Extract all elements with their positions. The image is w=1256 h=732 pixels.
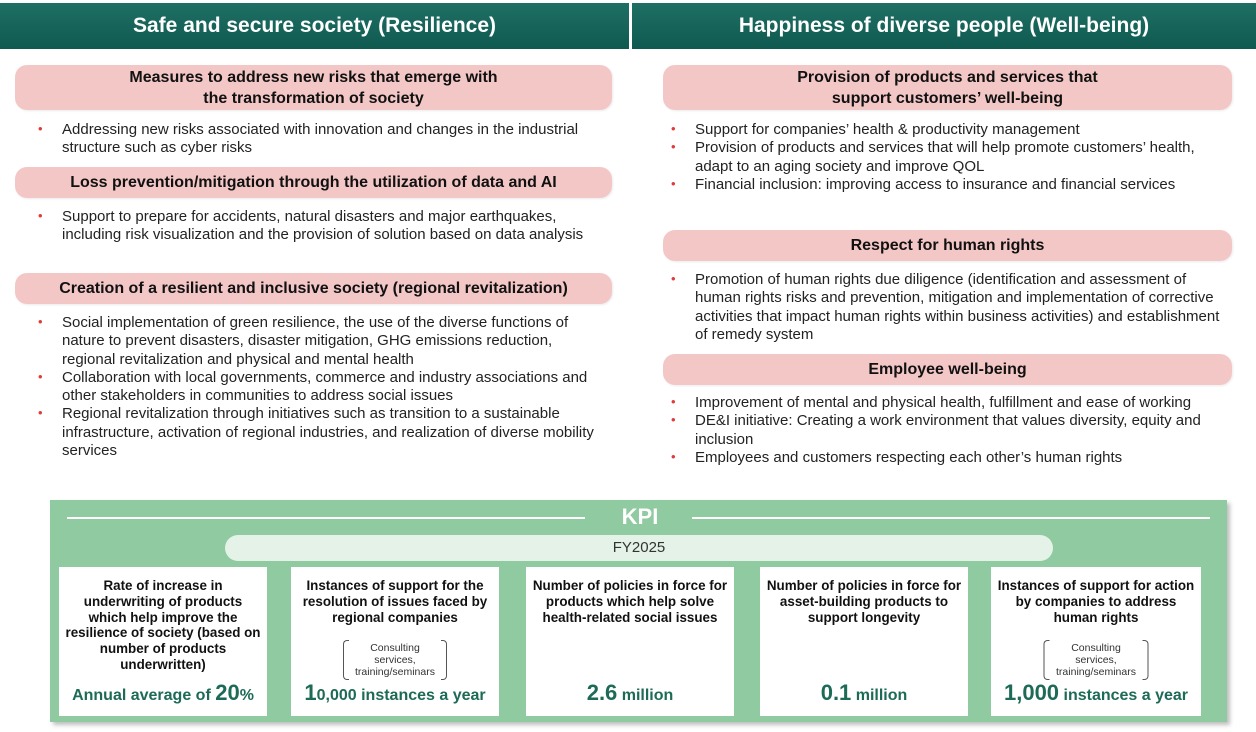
kpi-value [760,680,968,706]
list-item: • Financial inclusion: improving access to insurance and financial services [671,176,1231,194]
kpi-value-number: 1,000 [1003,680,1060,705]
list-item: • Support to prepare for accidents, natural disasters and major earthquakes, including risk visualization and the provision of solution based on data analysis [38,208,598,245]
kpi-description: Number of policies in force for asset-building products to support longevity [766,578,962,625]
kpi-value-suffix: million [617,687,674,704]
list-item: • Regional revitalization through initiatives such as transition to a sustainable infrastructure, activation of regional industries, and realization of diverse mobility services [38,405,598,460]
kpi-value-number: 20 [215,680,240,705]
kpi-description: Number of policies in force for products which help solve health-related social issues [532,578,728,625]
section-title-customer-wellbeing [663,65,1232,110]
section-title-new-risks [15,65,612,110]
section-title-line: Employee well-being [868,361,1027,378]
fiscal-year-bar [225,535,1053,561]
kpi-value-suffix: instances a year [1059,687,1189,704]
kpi-value-prefix: Annual average of [72,687,216,704]
section-title-human-rights [663,230,1232,261]
section-title-regional-revitalization [15,273,612,304]
kpi-value-number: 2.6 [586,680,618,705]
kpi-value-suffix: % [239,687,254,704]
section-title-line: Creation of a resilient and inclusive society (regional revitalization) [59,280,568,297]
list-item: • Support for companies’ health & productivity management [671,121,1231,139]
employee-wellbeing-bullets [671,394,1231,467]
kpi-value [59,680,267,706]
kpi-card-regional-support [291,567,499,716]
wellbeing-header [632,3,1256,49]
kpi-card-health-policies [526,567,734,716]
kpi-card-resilience-underwriting [59,567,267,716]
new-risks-bullets [38,121,598,158]
section-title-line: Loss prevention/mitigation through the utilization of data and AI [70,174,557,191]
kpi-note-text: Consulting services, training/seminars [1056,642,1136,678]
regional-revitalization-bullets [38,314,598,460]
section-title-line: support customers’ well-being [831,89,1064,107]
kpi-value [991,680,1201,706]
section-title-line: Provision of products and services that [797,68,1098,86]
kpi-value-suffix: 0,000 instances a year [316,687,486,704]
kpi-card-asset-building-policies [760,567,968,716]
list-item: • Improvement of mental and physical health, fulfillment and ease of working [671,394,1231,412]
kpi-note-bracket [343,640,447,680]
kpi-note-text: Consulting services, training/seminars [355,642,435,678]
section-title-line: the transformation of society [203,89,424,107]
human-rights-bullets [671,271,1231,344]
section-title-loss-prevention [15,167,612,198]
fiscal-year-label: FY2025 [612,539,666,556]
loss-prevention-bullets [38,208,598,245]
list-item: • Promotion of human rights due diligence (identification and assessment of human rights risks and prevention, mitigation and implementation of corrective activities that impact human rights within business activities) and establishment of remedy system [671,271,1231,344]
section-title-employee-wellbeing [663,354,1232,385]
kpi-description: Instances of support for the resolution of issues faced by regional companies [302,578,488,625]
list-item: • Provision of products and services that will help promote customers’ health, adapt to an aging society and improve QOL [671,139,1231,176]
kpi-description: Rate of increase in underwriting of products which help improve the resilience of society (based on number of products underwritten) [65,578,261,672]
kpi-value [291,680,499,706]
kpi-panel [50,500,1227,722]
kpi-card-human-rights-support [991,567,1201,716]
list-item: • Employees and customers respecting each other’s human rights [671,449,1231,467]
kpi-description: Instances of support for action by companies to address human rights [997,578,1195,625]
kpi-value-suffix: million [851,687,908,704]
kpi-value [526,680,734,706]
wellbeing-header-text: Happiness of diverse people (Well-being) [738,14,1150,37]
kpi-value-number: 0.1 [820,680,852,705]
list-item: • DE&I initiative: Creating a work environment that values diversity, equity and inclusion [671,412,1231,449]
section-title-line: Measures to address new risks that emerge with [129,68,498,86]
kpi-divider-left [67,517,585,519]
resilience-header [0,3,629,49]
kpi-value-number: 1 [304,680,317,705]
list-item: • Collaboration with local governments, commerce and industry associations and other stakeholders in communities to address social issues [38,369,598,406]
section-title-line: Respect for human rights [850,237,1045,254]
resilience-header-text: Safe and secure society (Resilience) [133,14,496,37]
customer-wellbeing-bullets [671,121,1231,194]
kpi-note-bracket [1044,640,1149,680]
kpi-divider-right [692,517,1210,519]
list-item: • Addressing new risks associated with innovation and changes in the industrial structure such as cyber risks [38,121,598,158]
kpi-title: KPI [621,504,659,529]
list-item: • Social implementation of green resilience, the use of the diverse functions of nature to prevent disasters, disaster mitigation, GHG emissions reduction, regional revitalization and physical and mental health [38,314,598,369]
